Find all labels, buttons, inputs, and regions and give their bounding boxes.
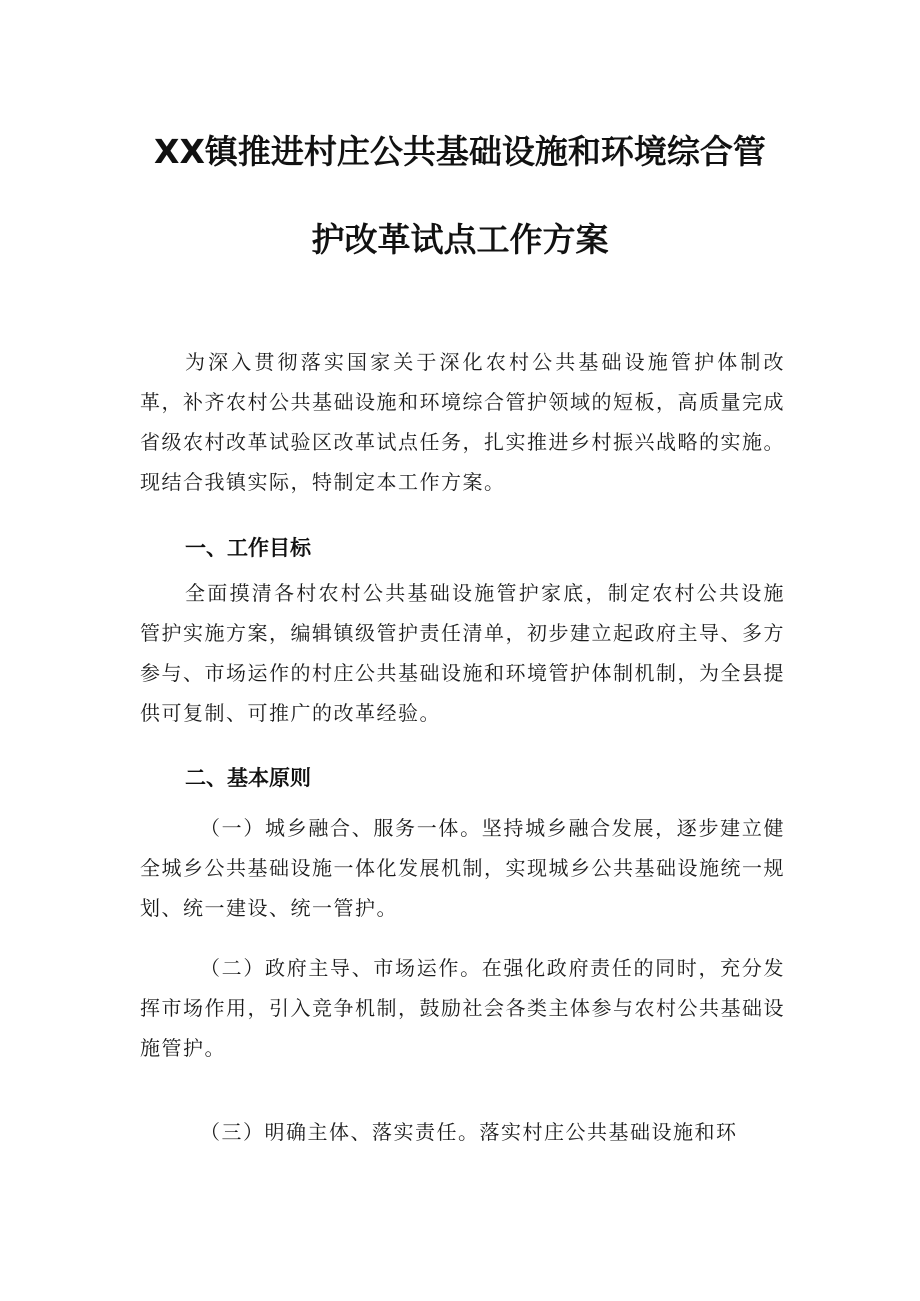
section2-heading: 二、基本原则 xyxy=(185,766,311,790)
intro-paragraph: 为深入贯彻落实国家关于深化农村公共基础设施管护体制改革，补齐农村公共基础设施和环境综合管护领域的短板，高质量完成省级农村改革试验区改革试点任务，扎实推进乡村振兴战略的实施。现结合我镇实际，特制定本工作方案。 xyxy=(140,350,785,494)
document-title-line1: XX镇推进村庄公共基础设施和环境综合管 xyxy=(154,132,766,171)
principle1-paragraph: （一）城乡融合、服务一体。坚持城乡融合发展，逐步建立健全城乡公共基础设施一体化发展机制，实现城乡公共基础设施统一规划、统一建设、统一管护。 xyxy=(140,816,785,920)
section1-heading: 一、工作目标 xyxy=(185,536,311,560)
section1-paragraph: 全面摸清各村农村公共基础设施管护家底，制定农村公共设施管护实施方案，编辑镇级管护责任清单，初步建立起政府主导、多方参与、市场运作的村庄公共基础设施和环境管护体制机制，为全县提供可复制、可推广的改革经验。 xyxy=(140,581,785,725)
document-title-line2: 护改革试点工作方案 xyxy=(311,220,609,259)
principle2-paragraph: （二）政府主导、市场运作。在强化政府责任的同时，充分发挥市场作用，引入竞争机制，鼓励社会各类主体参与农村公共基础设施管护。 xyxy=(140,956,785,1060)
principle3-paragraph: （三）明确主体、落实责任。落实村庄公共基础设施和环 xyxy=(200,1120,738,1144)
